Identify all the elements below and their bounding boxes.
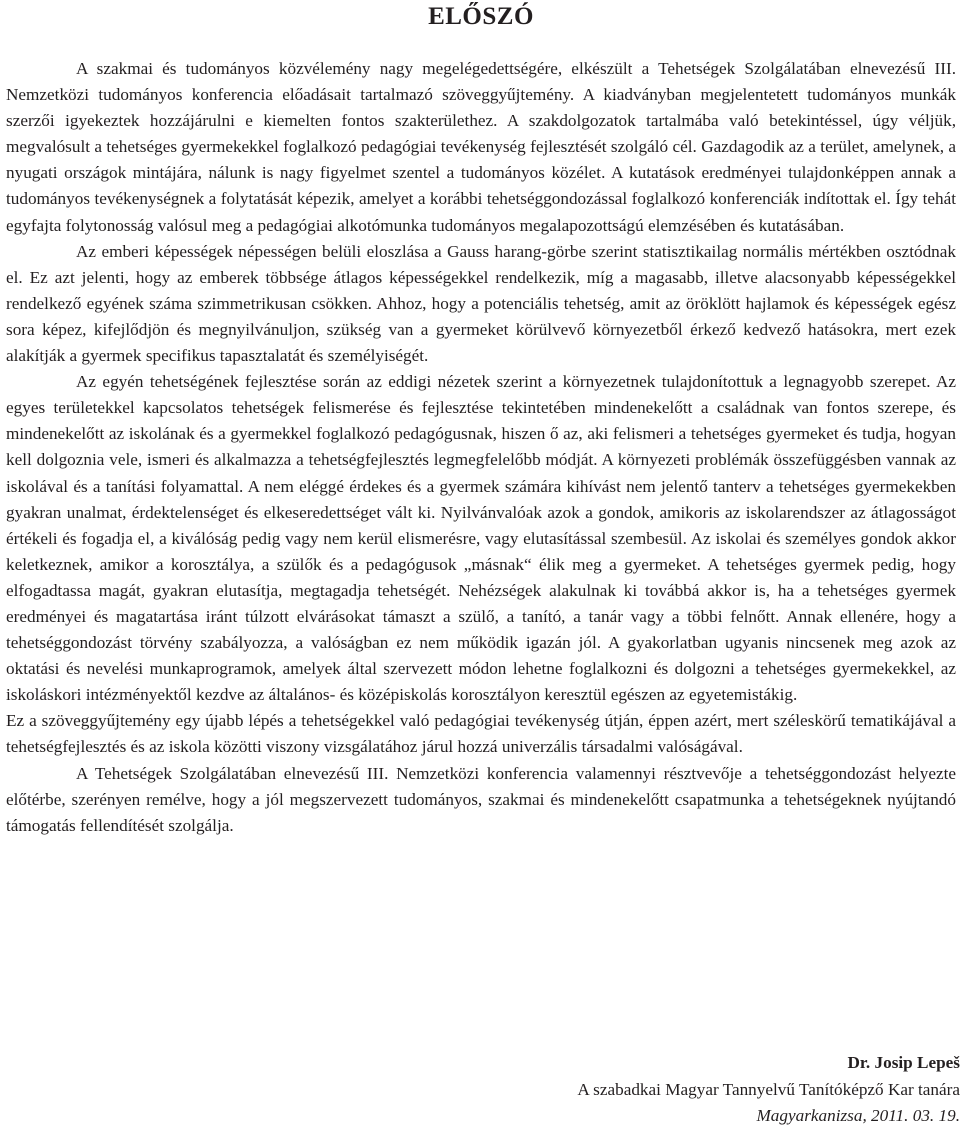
preface-body: [6, 56, 956, 839]
paragraph-3: Az egyén tehetségének fejlesztése során az eddigi nézetek szerint a környezetnek tulajdonítottuk a legnagyobb szerepet. Az egyes területekkel kapcsolatos tehetségek felismerése és fejlesztése tekintetében mindenekelőtt a családnak van fontos szerepe, és mindenekelőtt az iskolának és a gyermekkel foglalkozó pedagógusnak, hiszen ő az, aki felismeri a tehetséges gyermeket és tudja, hogyan kell dolgoznia vele, ismeri és alkalmazza a tehetségfejlesztés legmegfelelőbb módját. A környezeti problémák összefüggésben vannak az iskolával és a tanítási folyamattal. A nem eléggé érdekes és a gyermek számára kihívást nem jelentő tanterv a tehetséges gyermekekben gyakran unalmat, érdektelenséget és elkeseredettséget vált ki. Nyilvánvalóak azok a gondok, amikoris az iskolarendszer az átlagosságot értékeli és fogadja el, a kiválóság pedig vagy nem kerül elismerésre, vagy elutasítással szembesül. Az iskolai és személyes gondok akkor keletkeznek, amikor a korosztálya, a szülők és a pedagógusok „másnak“ élik meg a gyermeket. A tehetséges gyermek pedig, hogy elfogadtassa magát, gyakran elutasítja, megtagadja tehetségét. Nehézségek alakulnak ki továbbá akkor is, ha a tehetséges gyermek eredményei és magatartása iránt túlzott elvárásokat támaszt a szülő, a tanító, a tanár vagy a többi felnőtt. Annak ellenére, hogy a tehetséggondozást törvény szabályozza, a valóságban ez nem működik igazán jól. A gyakorlatban ugyanis nincsenek meg azok az oktatási és nevelési munkaprogramok, amelyek által szervezett módon lehetne foglalkozni és dolgozni a tehetséges gyermekekkel, az iskoláskori intézményektől kezdve az általános- és középiskolás korosztályon keresztül egészen az egyetemistákig.: [6, 372, 956, 705]
page-title: ELŐSZÓ: [428, 3, 534, 30]
paragraph-5: A Tehetségek Szolgálatában elnevezésű III. Nemzetközi konferencia valamennyi résztvevője a tehetséggondozást helyezte előtérbe, szerényen remélve, hogy a jól megszervezett tudományos, szakmai és mindenekelőtt csapatmunka a tehetségeknek nyújtandó támogatás fellendítését szolgálja.: [6, 763, 956, 835]
paragraph-2: Az emberi képességek népességen belüli eloszlása a Gauss harang-görbe szerint statisztikailag normális mértékben osztódnak el. Ez azt jelenti, hogy az emberek többsége átlagos képességekkel rendelkezik, míg a magasabb, illetve alacsonyabb képességekkel rendelkező egyének száma szimmetrikusan csökken. Ahhoz, hogy a potenciális tehetség, amit az öröklött hajlamok és képességek egész sora képez, kifejlődjön és megnyilvánuljon, szükség van a gyermeket körülvevő környezetből érkező kedvező hatásokra, mert ezek alakítják a gyermek specifikus tapasztalatát és személyiségét.: [6, 241, 956, 366]
paragraph-4: Ez a szöveggyűjtemény egy újabb lépés a tehetségekkel való pedagógiai tevékenység útján, éppen azért, mert széleskörű tematikájával a tehetségfejlesztés és az iskola közötti viszony vizsgálatához járul hozzá univerzális társadalmi valóságával.: [6, 711, 956, 757]
document-page: [6, 0, 956, 839]
signature-role: A szabadkai Magyar Tannyelvű Tanítóképző Kar tanára: [577, 1079, 960, 1099]
signature-name: Dr. Josip Lepeš: [847, 1053, 960, 1072]
paragraph-1: A szakmai és tudományos közvélemény nagy megelégedettségére, elkészült a Tehetségek Szolgálatában elnevezésű III. Nemzetközi tudományos konferencia előadásait tartalmazó szöveggyűjtemény. A kiadványban megjelentetett tudományos munkák szerzői igyekeztek hozzájárulni e kiemelten fontos szakterülethez. A szakdolgozatok tartalmába való betekintéssel, úgy véljük, megvalósult a tehetséges gyermekekkel foglalkozó pedagógiai tevékenység fejlesztését szolgáló cél. Gazdagodik az a terület, amelynek, a nyugati országok mintájára, nálunk is nagy figyelmet szentel a tudományos közélet. A kutatások eredményei tulajdonképpen annak a tudományos tevékenységnek a folytatását képezik, amelyet a korábbi tehetséggondozással foglalkozó konferenciák indítottak el. Így tehát egyfajta folytonosság valósul meg a pedagógiai alkotómunka tudományos megalapozottságú elemzésében és kutatásában.: [6, 59, 956, 235]
signature-block: [577, 1050, 960, 1130]
signature-place-date: Magyarkanizsa, 2011. 03. 19.: [756, 1106, 960, 1125]
